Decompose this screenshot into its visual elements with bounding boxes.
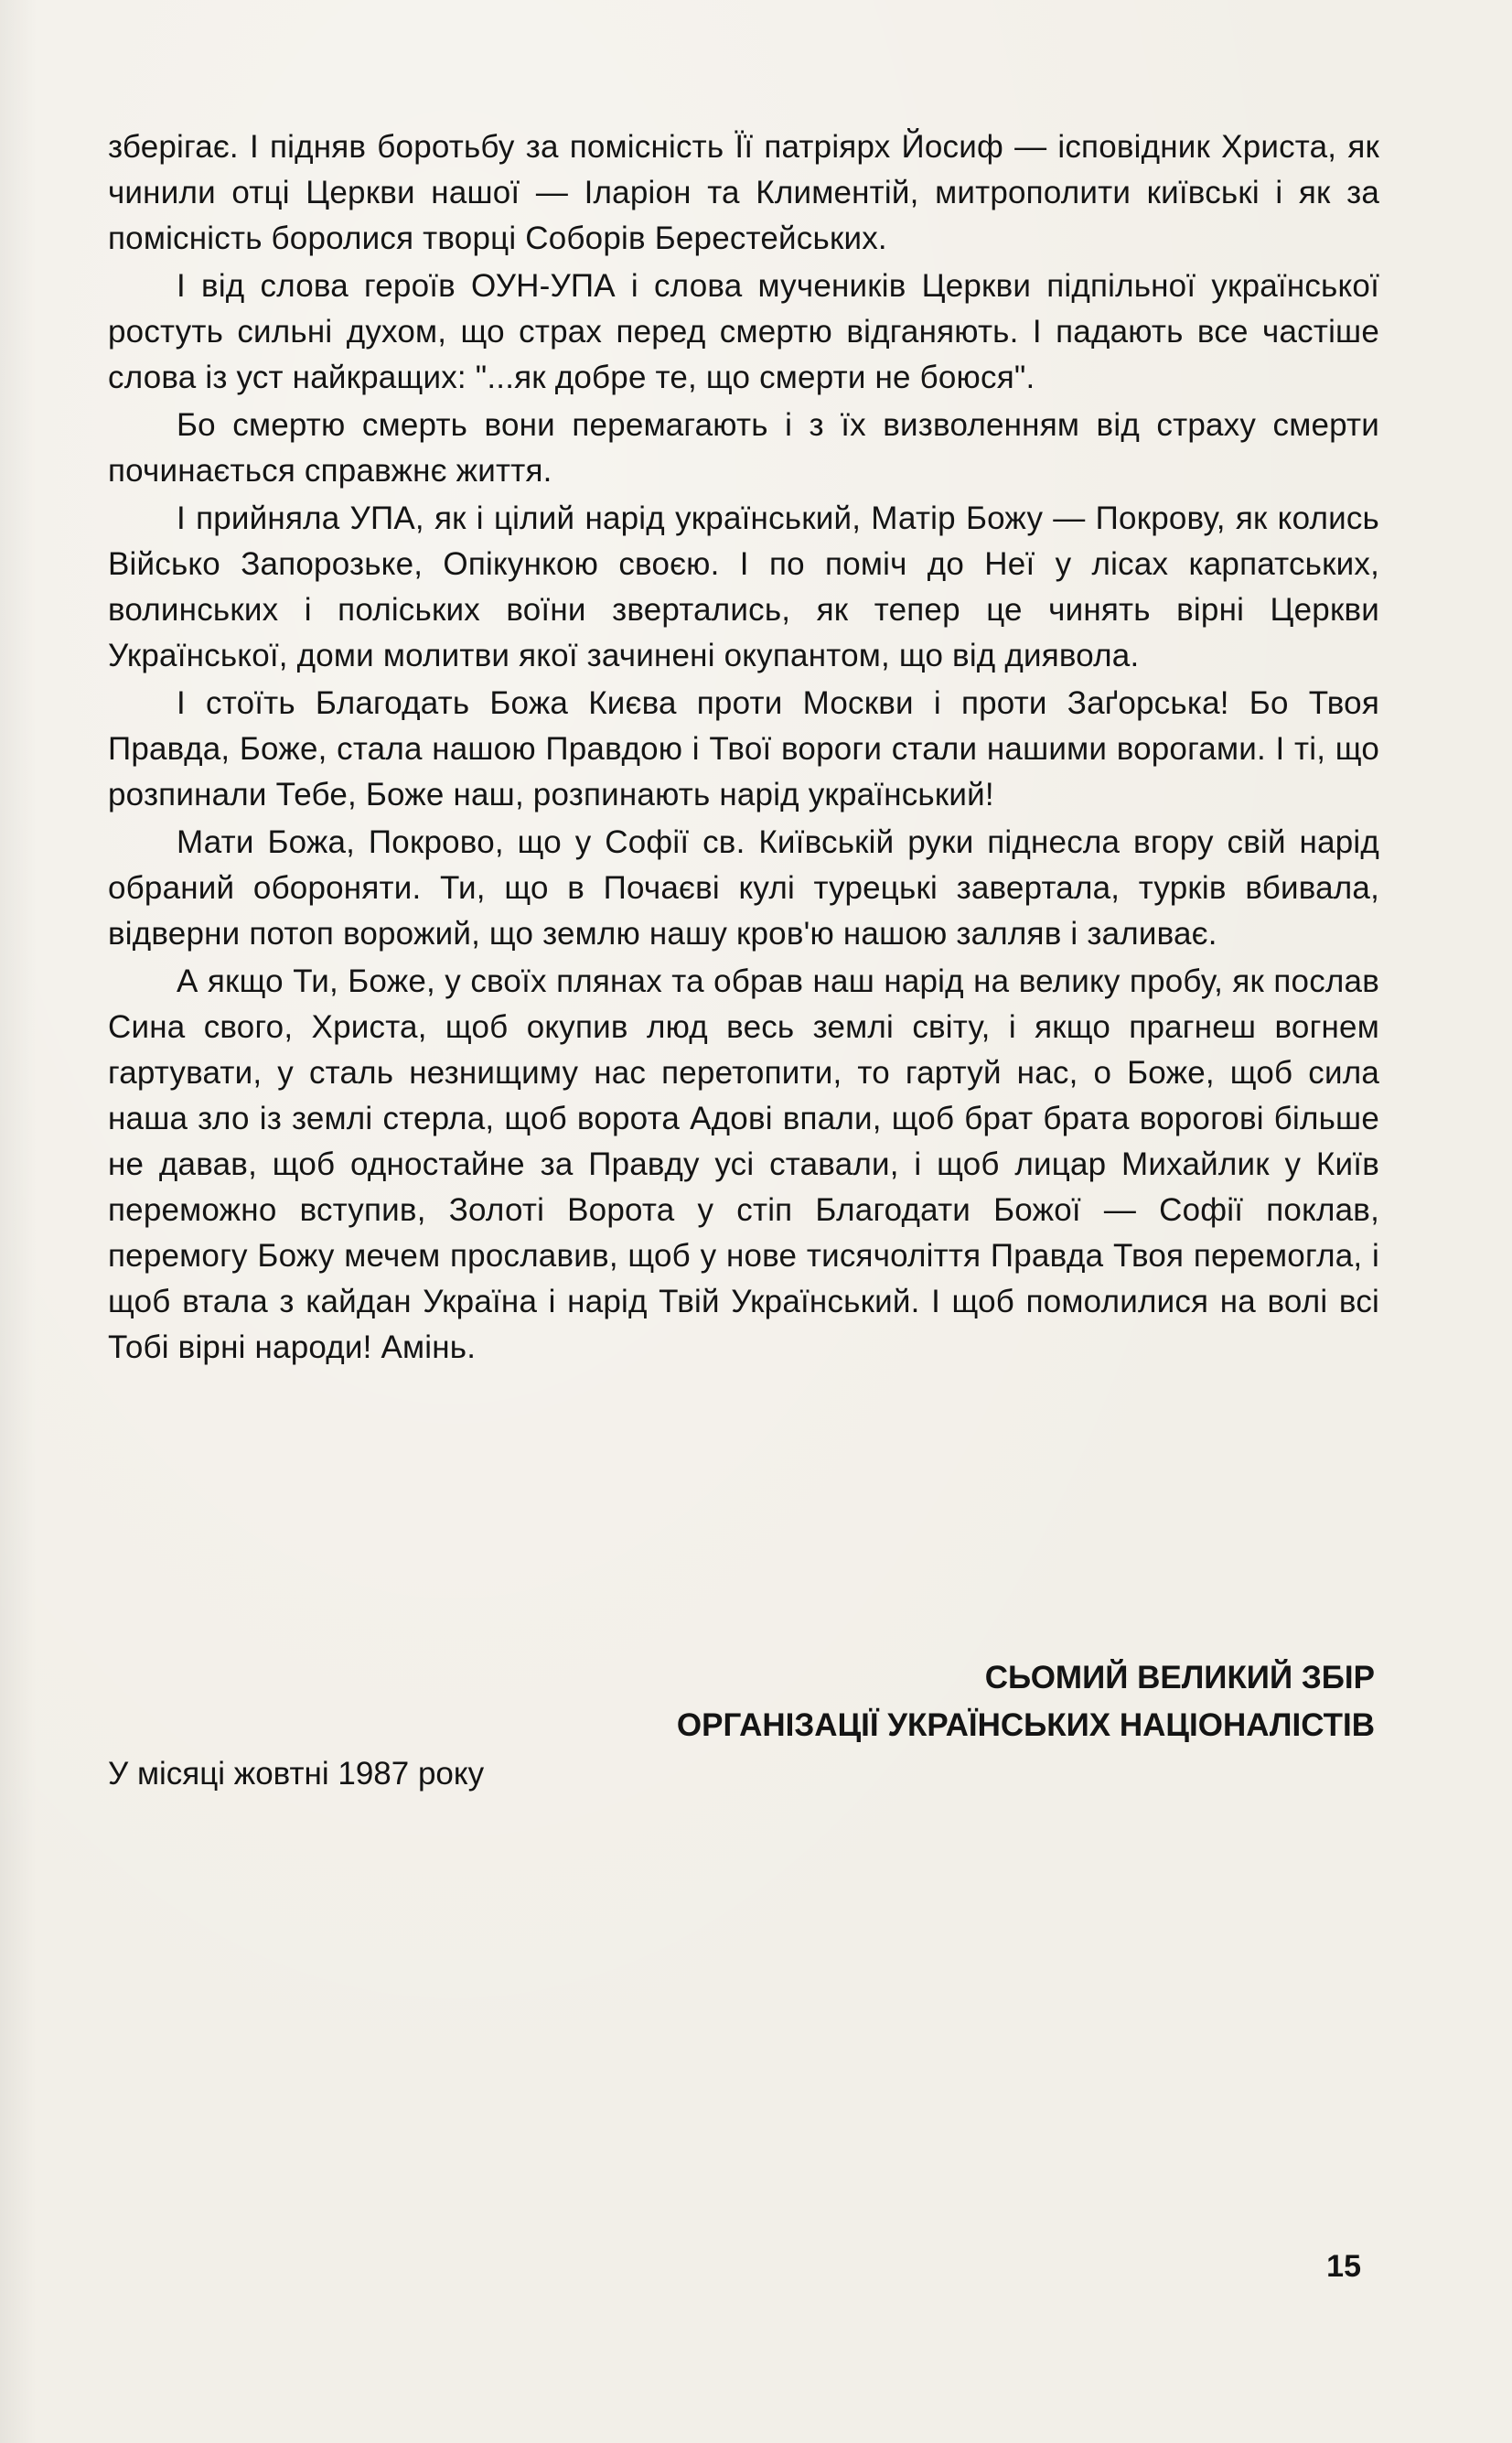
paragraph: А якщо Ти, Боже, у своїх плянах та обрав наш нарід на велику пробу, як послав Сина свого, Христа, щоб окупив люд весь землі світу, і якщо прагнеш вогнем гартувати, у сталь незнищиму нас перетопити, то гартуй нас, о Боже, щоб сила наша зло із землі стерла, щоб ворота Адові впали, щоб брат брата ворогові більше не давав, щоб одностайне за Правду усі ставали, і щоб лицар Михайлик у Київ переможно вступив, Золоті Ворота у стіп Благодати Божої — Софії поклав, перемогу Божу мечем прославив, щоб у нове тисячоліття Правда Твоя перемогла, і щоб втала з кайдан Україна і нарід Твій Український. І щоб помолилися на волі всі Тобі вірні народи! Амінь.: [108, 963, 1379, 1365]
body-text: [108, 124, 1379, 1372]
signature-block: [677, 1654, 1375, 1749]
paragraph: Бо смертю смерть вони перемагають і з їх визволенням від страху смерти починається справжнє життя.: [108, 407, 1379, 489]
signature-line-2: ОРГАНІЗАЦІЇ УКРАЇНСЬКИХ НАЦІОНАЛІСТІВ: [676, 1707, 1375, 1743]
paragraph: І прийняла УПА, як і цілий нарід український, Матір Божу — Покрову, як колись Військо Запорозьке, Опікункою своєю. І по поміч до Неї у лісах карпатських, волинських і поліських воїни звертались, як тепер це чинять вірні Церкви Української, доми молитви якої зачинені окупантом, що від диявола.: [108, 500, 1379, 673]
page-number: 15: [1326, 2249, 1361, 2284]
paragraph: І від слова героїв ОУН-УПА і слова мучеників Церкви підпільної української ростуть сильні духом, що страх перед смертю відганяють. І падають все частіше слова із уст найкращих: "...як добре те, що смерти не боюся".: [108, 268, 1379, 395]
paragraph: І стоїть Благодать Божа Києва проти Москви і проти Заґорська! Бо Твоя Правда, Боже, стала нашою Правдою і Твої вороги стали нашими ворогами. І ті, що розпинали Тебе, Боже наш, розпинають нарід український!: [108, 685, 1379, 813]
paragraph: зберігає. І підняв боротьбу за помісність Її патріярх Йосиф — ісповідник Христа, як чинили отці Церкви нашої — Іларіон та Климентій, митрополити київські і як за помісність боролися творці Соборів Берестейських.: [108, 129, 1379, 256]
paragraph: Мати Божа, Покрово, що у Софії св. Київській руки піднесла вгору свій нарід обраний обороняти. Ти, що в Почаєві кулі турецькі завертала, турків вбивала, відверни потоп ворожий, що землю нашу кров'ю нашою залляв і заливає.: [108, 824, 1379, 952]
signature-line-1: СЬОМИЙ ВЕЛИКИЙ ЗБІР: [984, 1660, 1375, 1695]
date-line: У місяці жовтні 1987 року: [108, 1756, 485, 1792]
